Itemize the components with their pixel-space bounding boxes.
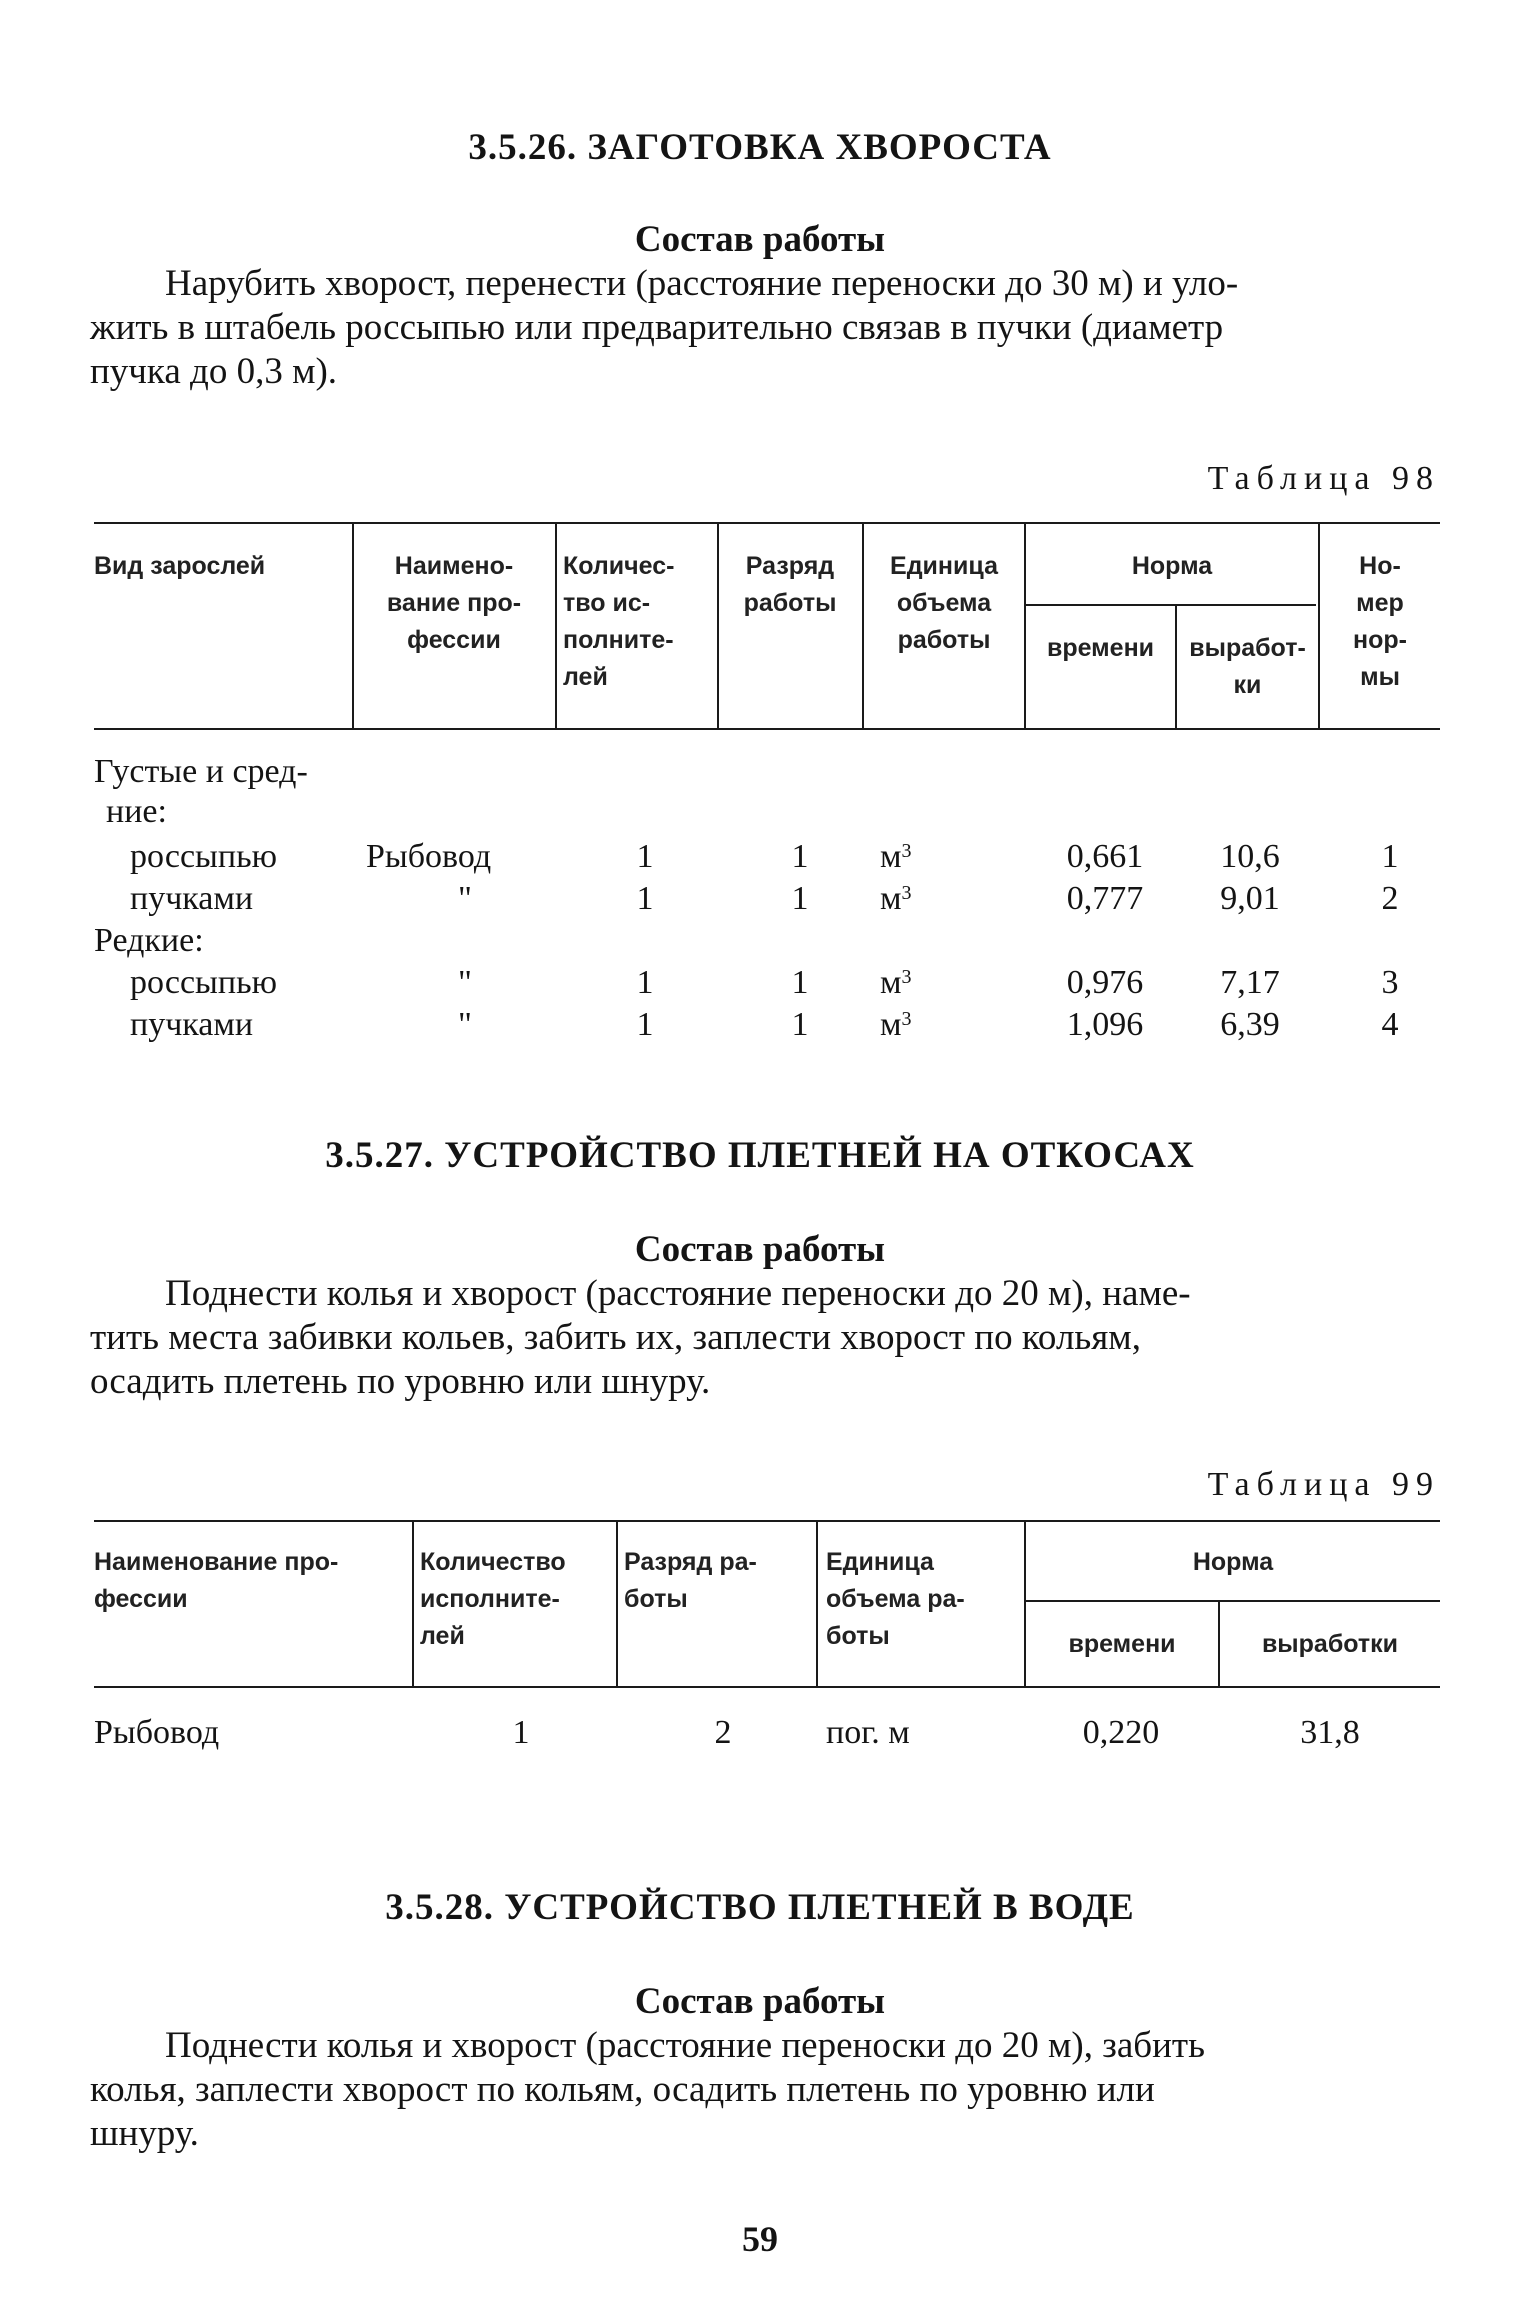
section-3-5-28-subtitle: Состав работы: [634, 1981, 886, 2022]
table-rule: [1026, 604, 1316, 606]
table-rule: [94, 1520, 1440, 1522]
col-header-norm: Норма: [1192, 1548, 1274, 1576]
table-99-caption: Таблица 99: [1207, 1466, 1440, 1503]
col-header-count: Количество исполните- лей: [420, 1548, 566, 1650]
col-header-unit: Единица объема ра- боты: [826, 1548, 965, 1650]
text-line: осадить плетень по уровню или шнуру.: [90, 1361, 711, 1402]
table-row: Рыбовод 1 2 пог. м 0,220 31,8: [94, 1714, 1360, 1751]
text-line: шнуру.: [90, 2113, 199, 2154]
text-line: тить места забивки кольев, забить их, заплести хворост по кольям,: [90, 1317, 1141, 1358]
col-header-unit: Единица объема работы: [890, 552, 998, 654]
text-line: колья, заплести хворост по кольям, осадить плетень по уровню или: [90, 2069, 1155, 2110]
table-rule: [555, 522, 557, 728]
col-header-norm: Норма: [1131, 552, 1213, 580]
col-header-output: выработ- ки: [1189, 634, 1306, 699]
table-row: пучками " 1 1 $м^3$ 1,096 6,39 4: [130, 1006, 1399, 1043]
section-3-5-28-title: 3.5.28. УСТРОЙСТВО ПЛЕТНЕЙ В ВОДЕ: [385, 1887, 1135, 1928]
table-rule: [816, 1520, 818, 1686]
page-number: 59: [742, 2219, 778, 2259]
col-header-count: Количес- тво ис- полните- лей: [563, 552, 675, 691]
text-line: Поднести колья и хворост (расстояние переноски до 20 м), забить: [165, 2025, 1205, 2066]
group-label-dense: Густые и сред- ние:: [94, 753, 308, 830]
table-rule: [94, 728, 1440, 730]
section-3-5-27-text: [90, 1272, 1442, 1404]
section-3-5-27-subtitle: Состав работы: [634, 1229, 886, 1270]
table-rule: [616, 1520, 618, 1686]
text-line: жить в штабель россыпью или предварительно связав в пучки (диаметр: [90, 307, 1224, 348]
table-98-caption: Таблица 98: [1207, 460, 1440, 497]
col-header-vid: Вид зарослей: [94, 552, 266, 580]
col-header-number: Но- мер нор- мы: [1353, 552, 1407, 691]
section-3-5-26-text: [90, 262, 1442, 394]
section-3-5-26-subtitle: Состав работы: [634, 219, 886, 260]
text-line: Поднести колья и хворост (расстояние переноски до 20 м), наме-: [165, 1273, 1191, 1314]
col-header-profession: Наименование про- фессии: [94, 1548, 339, 1613]
table-row: россыпью Рыбовод 1 1 $м^3$ 0,661 10,6 1: [130, 838, 1399, 875]
col-header-profession: Наимено- вание про- фессии: [386, 552, 522, 654]
table-rule: [412, 1520, 414, 1686]
table-rule: [94, 1686, 1440, 1688]
section-3-5-26-title: 3.5.26. ЗАГОТОВКА ХВОРОСТА: [468, 127, 1052, 168]
col-header-time: времени: [1068, 1630, 1176, 1658]
col-header-grade: Разряд ра- боты: [624, 1548, 757, 1613]
col-header-time: времени: [1046, 634, 1155, 662]
table-row: россыпью " 1 1 $м^3$ 0,976 7,17 3: [130, 964, 1399, 1001]
table-row: пучками " 1 1 $м^3$ 0,777 9,01 2: [130, 880, 1399, 917]
group-label-sparse: Редкие:: [94, 922, 204, 959]
col-header-grade: Разряд работы: [743, 552, 837, 617]
table-rule: [94, 522, 1440, 524]
text-line: Нарубить хворост, перенести (расстояние переноски до 30 м) и уло-: [165, 263, 1239, 304]
section-3-5-27-title: 3.5.27. УСТРОЙСТВО ПЛЕТНЕЙ НА ОТКОСАХ: [325, 1135, 1195, 1176]
table-rule: [1026, 1600, 1440, 1602]
text-line: пучка до 0,3 м).: [90, 351, 338, 392]
section-3-5-28-text: [90, 2024, 1442, 2156]
col-header-output: выработки: [1261, 1630, 1399, 1658]
